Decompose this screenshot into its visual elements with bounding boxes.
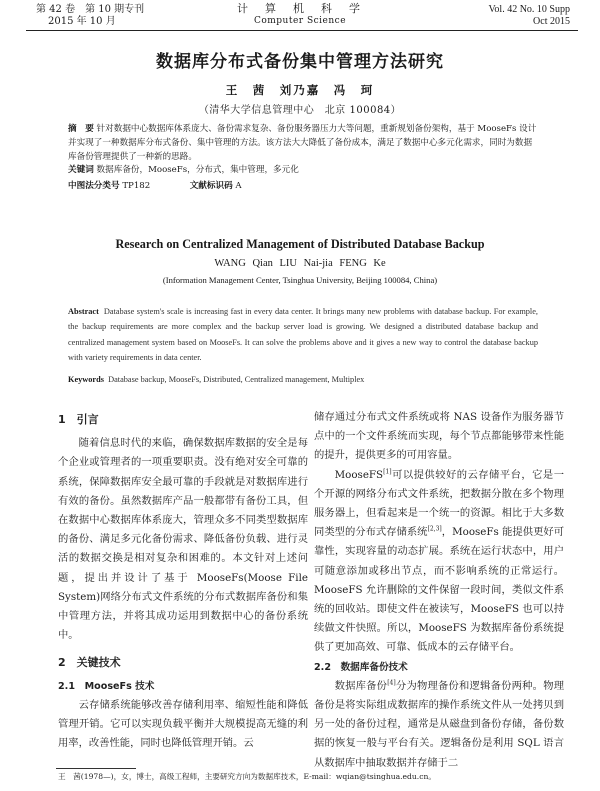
moosefs-text-a: MooseFS: [334, 468, 384, 481]
section-heading-intro: 1 引言: [58, 413, 99, 426]
affiliation-en: (Information Management Center, Tsinghua University, Beijing 100084, China): [162, 275, 438, 285]
abstract-cn-text: 针对数据中心数据库体系庞大、备份需求复杂、备份服务器压力大等问题，重新规划备份架构，基于 MooseFs 设计并实现了一种数据库分布式备份、集中管理的方法。该方法大大降低了备份成本，满足了数据中心多元化需求，同时为数据库备份管理提供了一种新的思路。: [68, 124, 537, 162]
db-backup-text-a: 数据库备份: [334, 679, 388, 692]
moosefs-intro-paragraph: 云存储系统能够改善存储利用率、缩短性能和降低管理开销。它可以实现负载平衡并大规模提高无缝的利用率，改善性能，同时也降低管理开销。云: [58, 698, 308, 750]
header-volume-en: [489, 4, 571, 28]
abstract-cn-label: 摘 要: [68, 124, 94, 134]
authors-en: WANG Qian LIU Nai-jia FENG Ke: [214, 258, 386, 269]
section-heading-key-tech: 2 关键技术: [58, 656, 121, 670]
header-journal-en: Computer Science: [253, 16, 347, 26]
abstract-en-label: Abstract: [68, 307, 99, 316]
affiliation-cn: （清华大学信息管理中心 北京 100084）: [198, 105, 402, 116]
db-backup-paragraph: [314, 677, 564, 773]
header-journal-cn: 计 算 机 科 学: [237, 2, 363, 15]
header-date-en: Oct 2015: [533, 16, 570, 27]
citation-1: [1]: [383, 468, 392, 476]
abstract-en-text: Database system's scale is increasing fast in every data center. It brings many new problems with database backup. For example, the backup requirements are more complex and the backup server load is growing. We designed a distributed database backup and centralized management system based on MooseFs. It can solve the problems above and it gives a new way to control the database backup with variety requirements in data center.: [68, 307, 538, 363]
moosefs-paragraph: [314, 466, 564, 658]
paper-title-en: Research on Centralized Management of Distributed Database Backup: [115, 237, 485, 251]
subsection-heading-moosefs: 2.1 MooseFs 技术: [58, 680, 155, 692]
header-volume-issue: 第 42 卷 第 10 期专刊: [36, 4, 145, 15]
header-volume-issue-en: Vol. 42 No. 10 Supp: [488, 4, 570, 15]
body-right-column: [314, 408, 564, 773]
header-rule: [26, 30, 578, 31]
keywords-en-text: Database backup, MooseFs, Distributed, Centralized management, Multiplex: [108, 375, 365, 384]
keywords-en: [68, 374, 538, 386]
doc-code-value: A: [235, 181, 242, 191]
paper-title-cn: 数据库分布式备份集中管理方法研究: [156, 52, 444, 72]
subsection-heading-db-backup: 2.2 数据库备份技术: [314, 661, 408, 673]
abstract-cn: [68, 122, 538, 164]
author-footnote: 王 茜(1978—)，女，博士，高级工程师，主要研究方向为数据库技术，E-mail：wqian@tsinghua.edu.cn。: [58, 772, 436, 781]
doc-code-label: 文献标识码: [189, 181, 233, 191]
keywords-cn-text: 数据库备份，MooseFs，分布式，集中管理，多元化: [96, 165, 299, 175]
moosefs-text-c: ，MooseFs 能提供更好可靠性，实现容量的动态扩展。系统在运行状态中，用户可随意添加或移出节点，而不影响系统的正常运行。MooseFS 允许删除的文件保留一段时间，类似文件系统的回收站。即使文件在被读写，MooseFS 也可以持续做文件快照。所以，MooseFS 为数据库备份系统提供了更加高效、可靠、低成本的云存储平台。: [314, 526, 564, 654]
intro-paragraph: 随着信息时代的来临，确保数据库数据的安全是每个企业或管理者的一项重要职责。没有绝对安全可靠的系统，保障数据库安全最可靠的手段就是对数据库进行有效的备份。虽然数据库产品一般都带有备份工具，但在数据中心数据库体系庞大，管理众多不同类型数据库的备份、满足多元化备份需求、降低备份负载、进行灵活的数据交换是相对复杂和困难的。本文针对上述问题，提出并设计了基于 MooseFs(Moose File System)网络分布式文件系统的分布式数据库备份和集中管理方法，并将其成功运用到数据中心的备份系统中。: [58, 437, 308, 642]
clc-value: TP182: [122, 181, 151, 191]
keywords-cn: [68, 163, 538, 177]
footnote-rule: [56, 768, 136, 769]
moosefs-text-b: 可以提供较好的云存储平台，它是一个开源的网络分布式文件系统，把数据分散在多个物理服务器上，但看起来是一个统一的资源。相比于大多数同类型的分布式存储系统: [314, 468, 564, 539]
db-backup-text-b: 分为物理备份和逻辑备份两种。物理备份是将实际组成数据库的操作系统文件从一处拷贝到另一处的备份过程，通常是从磁盘到备份存储，备份数据的恢复一般与平台有关。逻辑备份是利用 SQL 语言从数据库中抽取数据并存储于二: [314, 679, 565, 769]
authors-cn: 王 茜 刘乃嘉 冯 珂: [225, 83, 375, 97]
clc-label: 中图法分类号: [68, 181, 120, 191]
cloud-storage-continuation: 储存通过分布式文件系统或将 NAS 设备作为服务器节点中的一个文件系统而实现，每个节点都能够带来性能的提升，提供更多的可用容量。: [314, 411, 564, 462]
keywords-en-label: Keywords: [68, 375, 104, 384]
body-left-column: [58, 410, 308, 753]
citation-2-3: [2,3]: [427, 525, 442, 533]
keywords-cn-label: 关键词: [68, 165, 94, 175]
abstract-en: [68, 304, 538, 366]
classification-line: [68, 180, 538, 192]
citation-4: [4]: [387, 679, 396, 687]
header-date-cn: 2015 年 10 月: [48, 16, 116, 27]
